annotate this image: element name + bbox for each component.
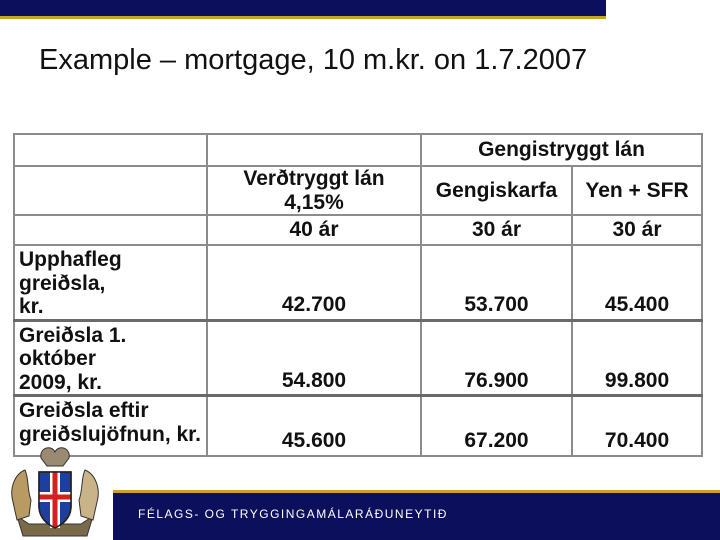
term-cell: 30 ár bbox=[421, 215, 572, 245]
empty-label-cell bbox=[14, 166, 207, 215]
empty-label-cell bbox=[14, 215, 207, 245]
row-label-line: kr. bbox=[19, 295, 44, 319]
table-row bbox=[14, 396, 702, 456]
value-cell: 53.700 bbox=[421, 245, 572, 320]
group-header-cell: Gengistryggt lán bbox=[421, 134, 702, 166]
table-row bbox=[14, 245, 702, 320]
term-row bbox=[14, 215, 702, 245]
value-cell: 42.700 bbox=[207, 245, 421, 320]
column-header: Yen + SFR bbox=[572, 166, 702, 215]
table-header-row bbox=[14, 134, 702, 166]
column-header: Gengiskarfa bbox=[421, 166, 572, 215]
value-cell: 99.800 bbox=[572, 320, 702, 396]
top-accent-bar bbox=[0, 0, 606, 16]
value-cell: 54.800 bbox=[207, 320, 421, 396]
top-accent-gold-line bbox=[0, 16, 606, 19]
empty-corner-cell bbox=[14, 134, 207, 166]
value-cell: 70.400 bbox=[572, 396, 702, 456]
value-cell: 45.400 bbox=[572, 245, 702, 320]
value-cell: 76.900 bbox=[421, 320, 572, 396]
row-label-line: Upphafleg greiðsla, bbox=[19, 248, 122, 295]
column-header: Verðtryggt lán 4,15% bbox=[207, 166, 421, 215]
slide-title: Example – mortgage, 10 m.kr. on 1.7.2007 bbox=[39, 44, 588, 76]
row-label-line: greiðslujöfnun, kr. bbox=[19, 422, 202, 446]
row-label-line: Greiðsla eftir bbox=[19, 399, 149, 423]
row-label-line: Greiðsla 1. október bbox=[19, 323, 127, 371]
value-cell: 67.200 bbox=[421, 396, 572, 456]
row-label bbox=[14, 320, 207, 396]
value-cell: 45.600 bbox=[207, 396, 421, 456]
column-header-row bbox=[14, 166, 702, 215]
term-cell: 40 ár bbox=[207, 215, 421, 245]
table-row bbox=[14, 320, 702, 396]
term-cell: 30 ár bbox=[572, 215, 702, 245]
row-label-line: 2009, kr. bbox=[19, 370, 102, 394]
row-label bbox=[14, 245, 207, 320]
mortgage-comparison-table bbox=[13, 133, 703, 457]
empty-header-cell bbox=[207, 134, 421, 166]
coat-of-arms-icon bbox=[5, 444, 105, 540]
ministry-name: FÉLAGS- OG TRYGGINGAMÁLARÁÐUNEYTIÐ bbox=[138, 507, 448, 521]
